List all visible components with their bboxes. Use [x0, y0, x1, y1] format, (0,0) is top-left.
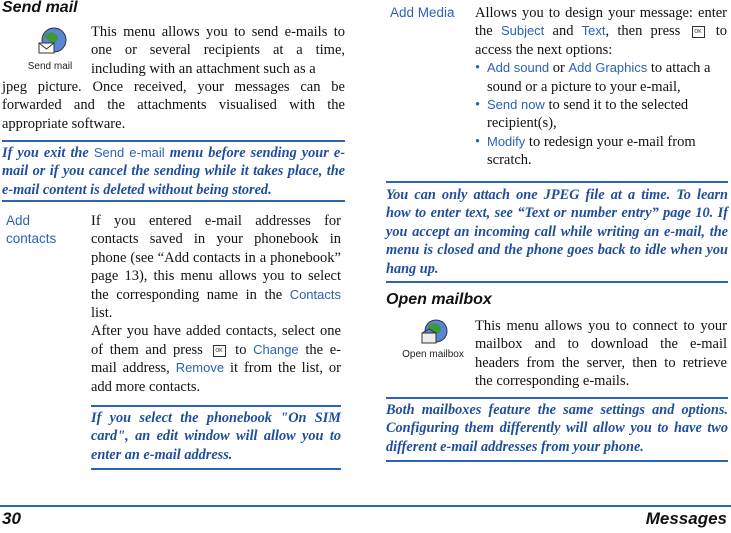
add-contacts-label: Add contacts: [6, 213, 57, 246]
note-rule-bottom: [2, 200, 345, 202]
text-keyword: Text: [581, 23, 606, 39]
mailbox-note: Both mailboxes feature the same settings and options. Configuring them differently will allow you to have two different e-mail addresses from your phone.: [386, 402, 728, 455]
open-mailbox-text: This menu allows you to connect to your mailbox and to download the e-mail headers from the server, then to retrieve the corresponding e-mails.: [475, 318, 727, 390]
section-title: Messages: [645, 509, 727, 528]
page-number: 30: [2, 509, 21, 528]
add-media-text: Allows you to design your message: enter the Subject and Text, then press OK to access the next options: • Add sound or Add Graphics to attach a sound or a picture to your e-mail, • Send now to send it to the selected recipient(s), • Modify to redesign your e-mail from scratch.: [475, 4, 727, 170]
attach-note: You can only attach one JPEG file at a time. To learn how to enter text, see “Text or number entry” page 10. If you accept an incoming call while writing an e-mail, the menu is closed and the phone goes back to idle when you hang up.: [386, 187, 728, 277]
note1-rule-bottom: [386, 281, 728, 283]
remove-keyword: Remove: [175, 360, 225, 376]
add-contacts-text: If you entered e-mail addresses for contacts saved in your phonebook in phone (see “Add contacts in a phonebook” page 13), this menu allows you to select the corresponding name in the Contacts list. After you have added contacts, select one of them and press OK to Change the e-mail address, Remove it from the list, or add more contacts.: [91, 213, 341, 395]
send-mail-note: If you exit the Send e-mail menu before sending your e-mail or if you cancel the sending while it takes place, the e-mail content is deleted without being stored.: [2, 145, 345, 198]
open-mailbox-heading: Open mailbox: [386, 291, 492, 308]
send-email-keyword: Send e-mail: [93, 145, 165, 160]
send-mail-icon-caption: Send mail: [27, 61, 73, 72]
add-contacts-note: If you select the phonebook "On SIM card", an edit window will allow you to enter an e-mail address.: [91, 410, 341, 463]
note2-rule-top: [386, 397, 728, 399]
ok-key-icon: OK: [692, 26, 705, 38]
list-item: • Modify to redesign your e-mail from scratch.: [475, 133, 727, 170]
list-item: • Send now to send it to the selected recipient(s),: [475, 96, 727, 133]
contacts-keyword: Contacts: [289, 286, 341, 302]
contacts-note-rule-bottom: [91, 468, 341, 470]
change-keyword: Change: [253, 341, 299, 357]
add-media-options: [475, 59, 727, 169]
open-mailbox-icon-caption: Open mailbox: [402, 349, 464, 360]
contacts-note-rule-top: [91, 405, 341, 407]
send-mail-intro-continued: jpeg picture. Once received, your messages can be forwarded and the attachments visualised with the appropriate software.: [2, 79, 345, 132]
open-mailbox-icon: [400, 318, 466, 360]
add-media-label: Add Media: [390, 5, 455, 20]
ok-key-icon: OK: [213, 345, 226, 357]
list-item: • Add sound or Add Graphics to attach a sound or a picture to your e-mail,: [475, 59, 727, 96]
footer-rule: [0, 505, 731, 507]
note1-rule-top: [386, 181, 728, 183]
send-mail-icon: [24, 26, 76, 72]
note2-rule-bottom: [386, 460, 728, 462]
send-mail-heading: Send mail: [2, 0, 78, 16]
subject-keyword: Subject: [500, 23, 545, 39]
send-mail-intro: This menu allows you to send e-mails to one or several recipients at a time, including with an attachment such as a: [91, 24, 345, 77]
note-rule-top: [2, 140, 345, 142]
